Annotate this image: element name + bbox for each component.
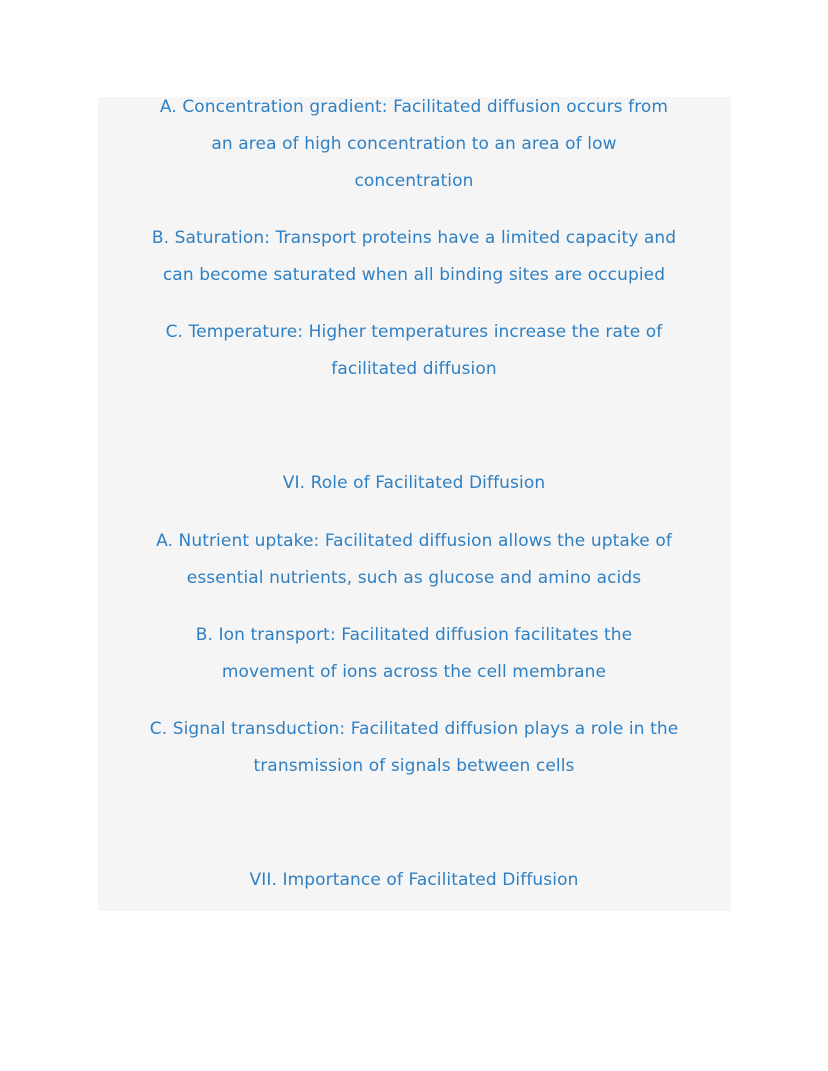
nutrient-uptake-line-2: essential nutrients, such as glucose and amino acids — [186, 568, 642, 588]
signal-transduction-paragraph — [0, 711, 828, 785]
ion-transport-line-2: movement of ions across the cell membrane — [221, 662, 607, 682]
nutrient-uptake-line-1: A. Nutrient uptake: Facilitated diffusion allows the uptake of — [156, 531, 672, 551]
nutrient-uptake-paragraph — [0, 523, 828, 597]
temperature-paragraph — [0, 314, 828, 388]
concentration-gradient-line-2: an area of high concentration to an area of low — [211, 134, 617, 154]
temperature-line-2: facilitated diffusion — [331, 359, 497, 379]
section-vii-heading: VII. Importance of Facilitated Diffusion — [249, 870, 579, 890]
concentration-gradient-paragraph — [0, 89, 828, 200]
concentration-gradient-line-3: concentration — [354, 171, 474, 191]
temperature-line-1: C. Temperature: Higher temperatures increase the rate of — [165, 322, 663, 342]
saturation-line-2: can become saturated when all binding sites are occupied — [162, 265, 666, 285]
section-vi-heading: VI. Role of Facilitated Diffusion — [282, 473, 546, 493]
saturation-line-1: B. Saturation: Transport proteins have a limited capacity and — [151, 228, 677, 248]
signal-transduction-line-1: C. Signal transduction: Facilitated diffusion plays a role in the — [149, 719, 679, 739]
ion-transport-paragraph — [0, 617, 828, 691]
signal-transduction-line-2: transmission of signals between cells — [253, 756, 575, 776]
ion-transport-line-1: B. Ion transport: Facilitated diffusion facilitates the — [195, 625, 633, 645]
saturation-paragraph — [0, 220, 828, 294]
concentration-gradient-line-1: A. Concentration gradient: Facilitated diffusion occurs from — [159, 97, 669, 117]
